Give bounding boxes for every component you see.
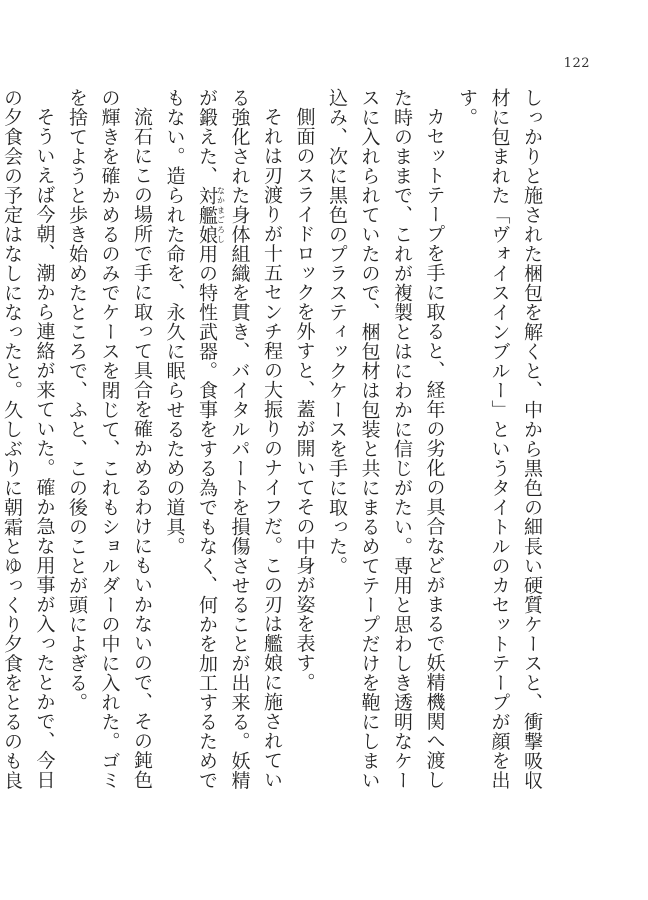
- paragraph: [61, 88, 159, 808]
- ruby-base: 対艦娘: [196, 185, 218, 244]
- paragraph: [451, 88, 549, 808]
- text-segment: カセットテープを手に取ると、経年の劣化の具合などがまるで妖精機関へ渡した時のままで、これが複製とはにわかに信じがたい。専用と思わしき透明なケースに入れられていたので、梱包材は包装と共にまるめてテープだけを鞄にしまい込み、次に黒色のプラスティックケースを手に取った。: [326, 88, 446, 790]
- paragraph: [288, 88, 321, 808]
- ruby-term: [196, 185, 226, 245]
- paragraph: [158, 88, 288, 808]
- page-number: 122: [563, 56, 590, 71]
- body-text: [1, 88, 548, 808]
- paragraph: [0, 88, 61, 808]
- text-segment: しっかりと施された梱包を解くと、中から黒色の細長い硬質ケースと、衝撃吸収材に包まれた「ヴォイスインブルー」というタイトルのカセットテープが顔を出す。: [456, 88, 543, 790]
- paragraph: [321, 88, 451, 808]
- text-segment: 側面のスライドロックを外すと、蓋が開いてその中身が姿を表す。: [293, 107, 316, 692]
- text-segment: それは刃渡りが十五センチ程の大振りのナイフだ。この刃は艦娘に施されている強化された身体組織を貫き、バイタルパートを損傷させることが出来る。妖精が鍛えた、: [196, 88, 283, 790]
- text-segment: 用の特性武器。食事をする為でもなく、何かを加工するためでもない。造られた命を、永久に眠らせるための道具。: [163, 88, 218, 790]
- text-segment: 流石にこの場所で手に取って具合を確かめるわけにもいかないので、その鈍色の輝きを確かめるのみでケースを閉じて、これもショルダーの中に入れた。ゴミを捨てようと歩き始めたところで、ふと、この後のことが頭によぎる。: [66, 88, 153, 790]
- ruby-reading: なかまごろし: [216, 185, 226, 244]
- text-segment: そういえば今朝、潮から連絡が来ていた。確か急な用事が入ったとかで、今日の夕食会の予定はなしになったと。久しぶりに朝霜とゆっくり夕食をとるのも良: [1, 88, 56, 790]
